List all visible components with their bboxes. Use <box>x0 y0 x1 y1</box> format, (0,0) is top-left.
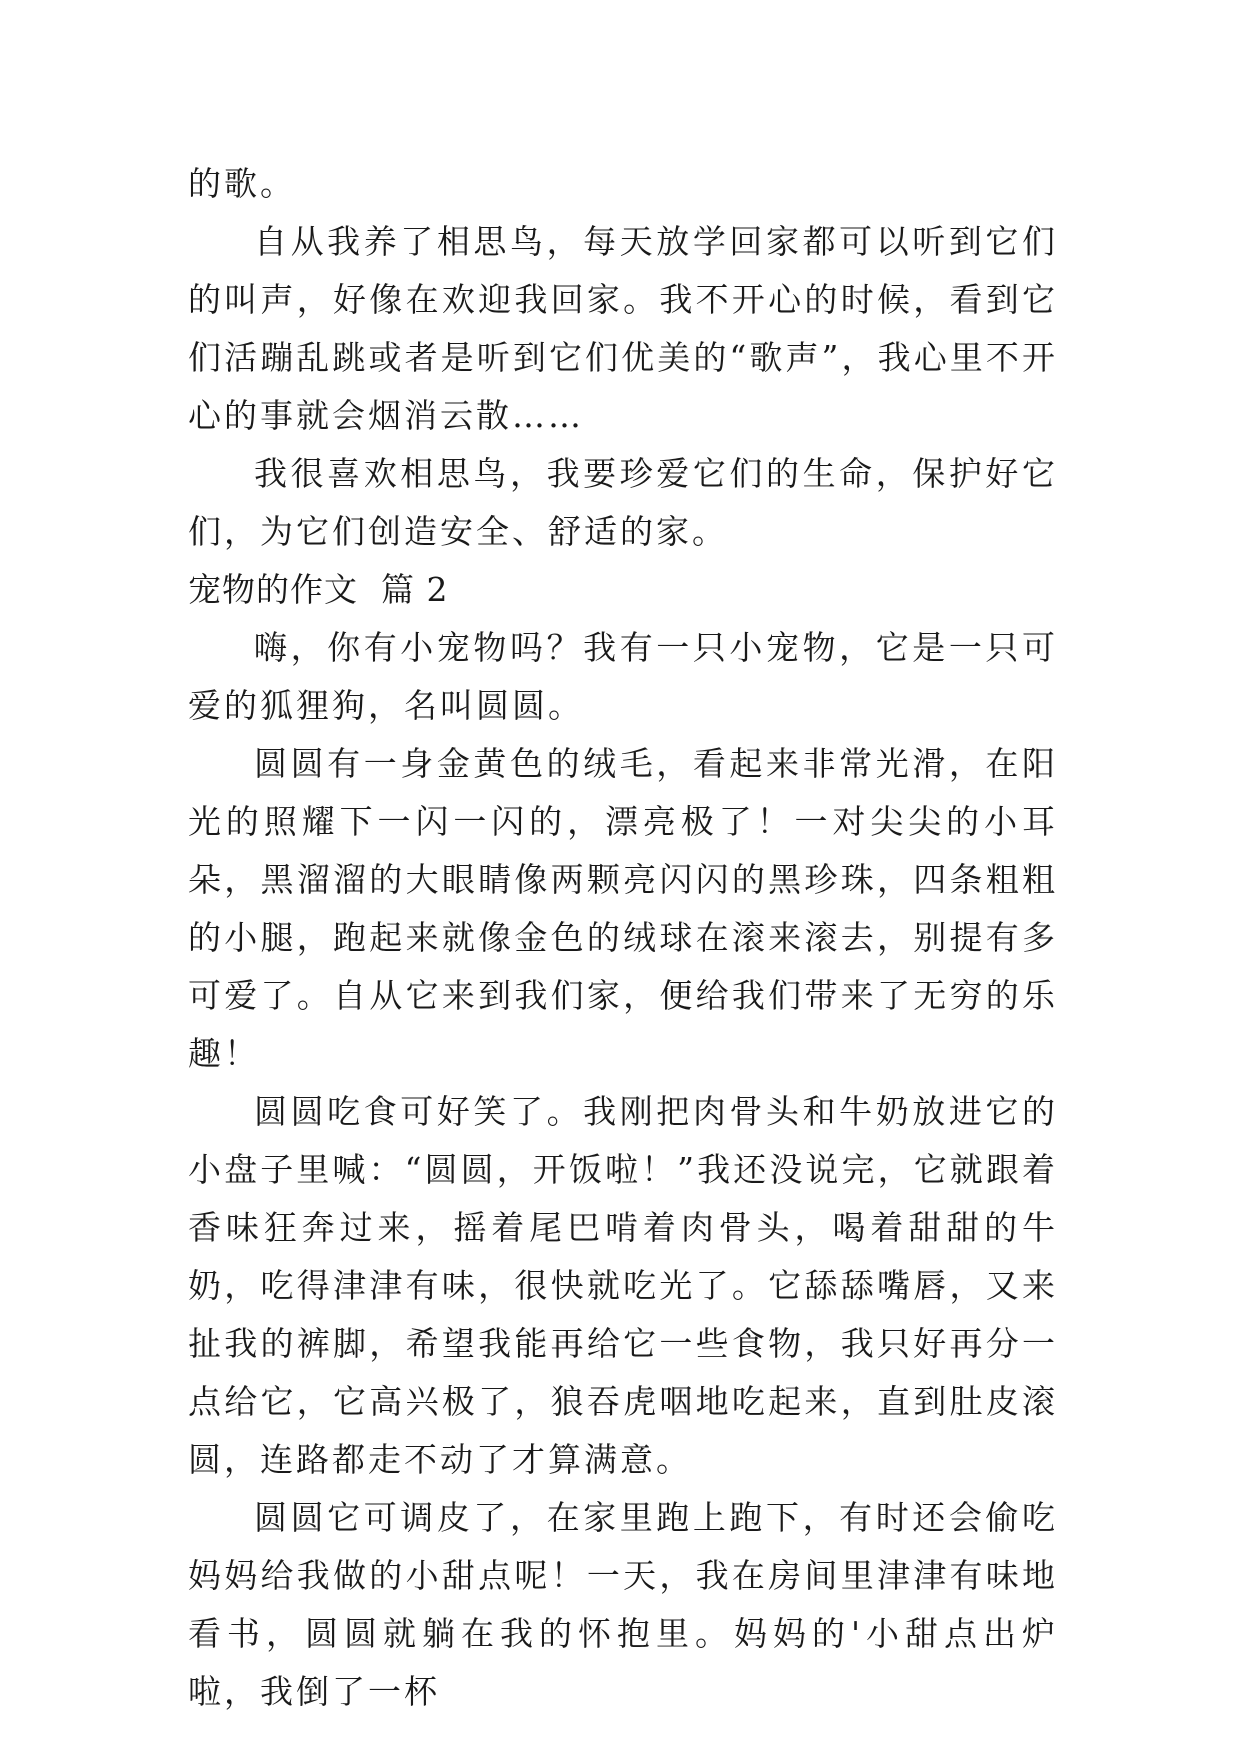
paragraph-6: 圆圆吃食可好笑了。我刚把肉骨头和牛奶放进它的小盘子里喊：“圆圆，开饭啦！”我还没说完，它就跟着香味狂奔过来，摇着尾巴啃着肉骨头，喝着甜甜的牛奶，吃得津津有味，很快就吃光了。它舔舔嘴唇，又来扯我的裤脚，希望我能再给它一些食物，我只好再分一点给它，它高兴极了，狼吞虎咽地吃起来，直到肚皮滚圆，连路都走不动了才算满意。 <box>188 1092 1058 1479</box>
paragraph-2: 自从我养了相思鸟，每天放学回家都可以听到它们的叫声，好像在欢迎我回家。我不开心的时候，看到它们活蹦乱跳或者是听到它们优美的“歌声”，我心里不开心的事就会烟消云散…… <box>188 222 1058 435</box>
document-body <box>188 155 1058 1721</box>
paragraph-4: 嗨，你有小宠物吗？我有一只小宠物，它是一只可爱的狐狸狗，名叫圆圆。 <box>188 628 1058 725</box>
paragraph-7: 圆圆它可调皮了，在家里跑上跑下，有时还会偷吃妈妈给我做的小甜点呢！一天，我在房间里津津有味地看书，圆圆就躺在我的怀抱里。妈妈的'小甜点出炉啦，我倒了一杯 <box>188 1498 1058 1711</box>
paragraph-1: 的歌。 <box>188 164 296 203</box>
section-heading: 宠物的作文 篇 2 <box>188 570 449 609</box>
paragraph-3: 我很喜欢相思鸟，我要珍爱它们的生命，保护好它们，为它们创造安全、舒适的家。 <box>188 454 1058 551</box>
paragraph-5: 圆圆有一身金黄色的绒毛，看起来非常光滑，在阳光的照耀下一闪一闪的，漂亮极了！一对尖尖的小耳朵，黑溜溜的大眼睛像两颗亮闪闪的黑珍珠，四条粗粗的小腿，跑起来就像金色的绒球在滚来滚去，别提有多可爱了。自从它来到我们家，便给我们带来了无穷的乐趣！ <box>188 744 1058 1073</box>
